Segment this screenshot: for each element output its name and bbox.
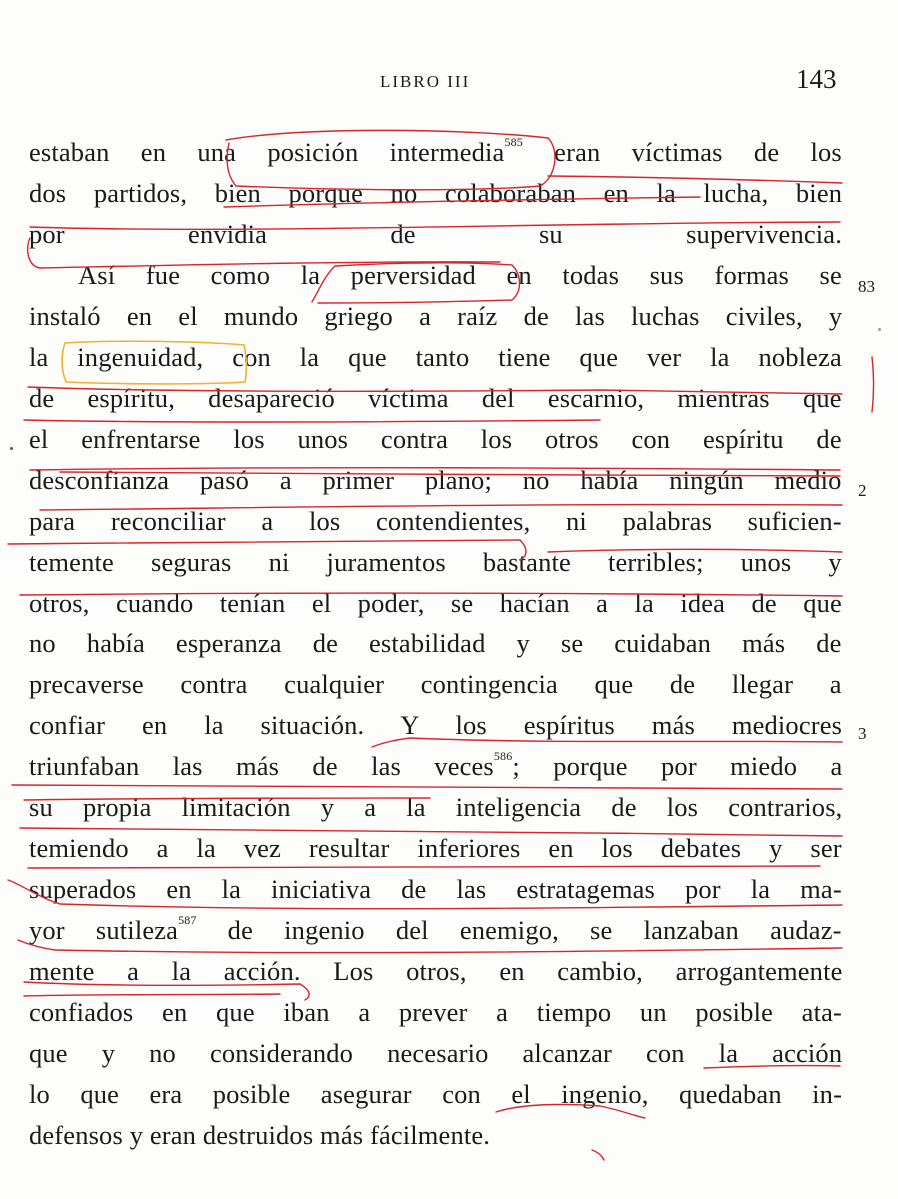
text-line — [29, 1037, 843, 1068]
text-segment: la ingenuidad, con la que tanto tiene que ver la nobleza — [29, 341, 842, 372]
text-line — [29, 876, 842, 903]
margin-section-number: 83 — [858, 277, 875, 296]
footnote-reference: 586 — [493, 749, 513, 764]
text-segment: estaban en una posición intermedia — [29, 137, 505, 167]
margin-mark — [878, 328, 881, 331]
pen-stroke — [12, 785, 842, 789]
text-line — [29, 671, 842, 698]
margin-section-number: 2 — [858, 481, 867, 500]
text-line — [29, 382, 842, 413]
text-line — [29, 835, 842, 862]
pen-stroke — [592, 1150, 604, 1160]
text-segment: instaló en el mundo griego a raíz de las luchas civiles, y — [29, 300, 843, 331]
text-segment: Así fue como la perversidad en todas sus formas se — [78, 259, 842, 290]
footnote-reference: 585 — [504, 135, 523, 149]
text-line — [29, 999, 842, 1026]
text-line — [29, 1078, 843, 1109]
pen-stroke — [24, 420, 600, 422]
text-line — [29, 505, 842, 536]
text-line — [29, 464, 842, 495]
text-segment: el enfrentarse los unos contra los otros con espíritu de — [29, 423, 842, 454]
text-line — [29, 749, 843, 782]
text-line — [29, 958, 843, 985]
text-segment: por envidia de su supervivencia. — [29, 218, 842, 249]
text-segment: confiados en que iban a prever a tiempo un posible ata- — [29, 997, 842, 1027]
text-segment: yor sutileza — [29, 915, 179, 946]
text-segment: de espíritu, desapareció víctima del escarnio, mientras que — [29, 382, 842, 413]
text-line — [29, 712, 842, 739]
text-segment: defensos y eran destruidos más fácilmente. — [29, 1119, 491, 1150]
text-segment: eran víctimas de los — [522, 137, 842, 167]
pen-stroke — [28, 866, 820, 868]
text-segment: temiendo a la vez resultar inferiores en los debates y ser — [29, 833, 842, 864]
text-line — [29, 630, 842, 657]
text-segment: lo que era posible asegurar con el ingenio, quedaban in- — [29, 1078, 843, 1109]
text-line — [29, 546, 842, 577]
text-segment: su propia limitación y a la inteligencia de los contrarios, — [29, 792, 843, 823]
text-line — [29, 135, 842, 167]
text-segment: triunfaban las más de las veces — [29, 751, 494, 782]
text-line — [29, 177, 843, 208]
text-segment: otros, cuando tenían el poder, se hacían a la idea de que — [29, 587, 842, 618]
text-line — [29, 218, 842, 249]
margin-section-number: 3 — [858, 724, 867, 743]
text-segment: mente a la acción. Los otros, en cambio, arrogantemente — [29, 956, 843, 986]
text-segment: confiar en la situación. Y los espíritus más mediocres — [29, 710, 843, 741]
text-line — [29, 913, 842, 946]
text-segment: desconfianza pasó a primer plano; no había ningún medio — [29, 464, 842, 495]
running-head: LIBRO III — [380, 72, 471, 91]
page-number: 143 — [796, 64, 837, 94]
text-segment: para reconciliar a los contendientes, ni palabras suficien- — [29, 505, 842, 536]
footnote-reference: 587 — [178, 913, 197, 928]
text-line — [29, 1119, 491, 1150]
text-line — [29, 423, 842, 454]
text-line — [29, 794, 842, 821]
text-segment: que y no considerando necesario alcanzar con la acción — [29, 1037, 843, 1068]
text-segment: de ingenio del enemigo, se lanzaban audaz- — [196, 915, 842, 946]
text-segment: superados en la iniciativa de las estratagemas por la ma- — [29, 874, 842, 905]
text-line — [29, 587, 842, 618]
margin-mark — [10, 447, 13, 450]
text-segment: no había esperanza de estabilidad y se cuidaban más de — [29, 628, 842, 659]
text-segment: temente seguras ni juramentos bastante terribles; unos y — [29, 546, 842, 577]
text-line — [29, 300, 843, 331]
text-segment: precaverse contra cualquier contingencia que de llegar a — [29, 669, 842, 700]
text-segment: ; porque por miedo a — [512, 751, 843, 782]
text-line — [78, 259, 842, 290]
text-segment: dos partidos, bien porque no colaboraban en la lucha, bien — [29, 177, 843, 208]
text-line — [29, 341, 842, 372]
pen-stroke — [24, 994, 280, 996]
pen-stroke — [872, 357, 874, 412]
